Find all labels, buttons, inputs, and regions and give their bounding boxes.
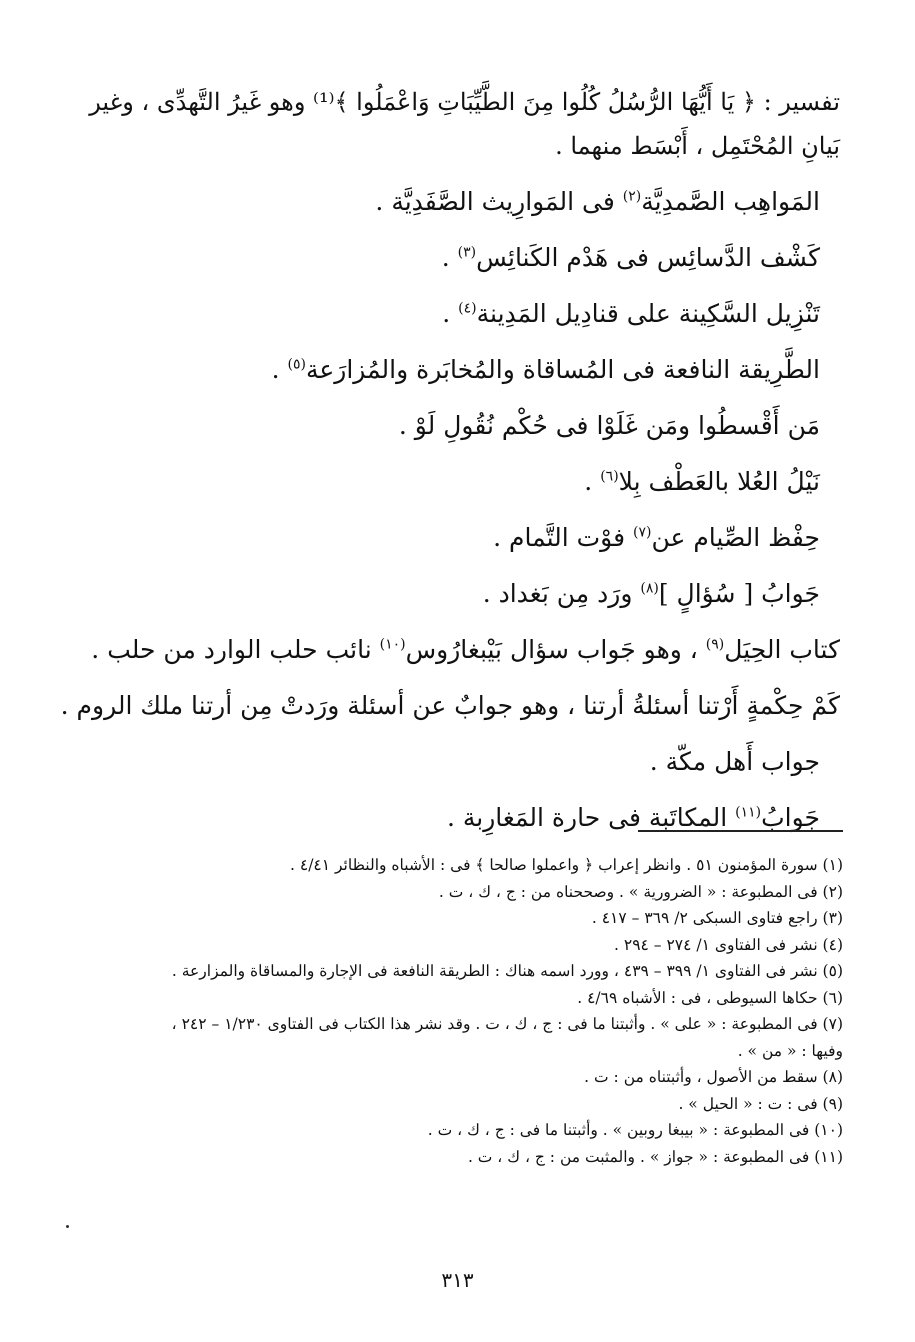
footnote-ref[interactable]: (٦): [600, 468, 619, 485]
intro-line-2: بَيانِ المُحْتَمِل ، أَبْسَط منهما .: [555, 132, 840, 160]
intro-paragraph: [89, 80, 840, 168]
title-item: كتاب الحِيَل$^{(٩)}$ ، وهو جَواب سؤال بَيْبغارُوس$^{(١٠)}$ نائب حلب الوارد من حلب .: [91, 635, 840, 664]
footnote: (٢) فى المطبوعة : « الضرورية » . وصححناه من : ج ، ك ، ت .: [438, 882, 843, 901]
footnote: (٩) فى : ت : « الحيل » .: [678, 1094, 843, 1113]
footnote: (١) سورة المؤمنون ٥١ . وانظر إعراب ﴿ واعملوا صالحا ﴾ فى : الأشباه والنظائر ٤/٤١ .: [290, 856, 843, 874]
title-item: تَنْزِيل السَّكِينة على قنادِيل المَدِينة$^{(٤)}$ .: [442, 299, 820, 328]
footnote-ref[interactable]: (١٠): [379, 636, 406, 653]
titles-list: [60, 174, 840, 846]
title-item: المَواهِب الصَّمدِيَّة$^{(٢)}$ فى المَوارِيث الصَّفَدِيَّة .: [375, 187, 820, 216]
footnote: (٦) حكاها السيوطى ، فى : الأشباه ٤/٦٩ .: [577, 988, 843, 1007]
footnote-ref[interactable]: (١١): [735, 804, 762, 821]
title-item: حِفْظ الصِّيام عن$^{(٧)}$ فوْت التَّمام .: [493, 523, 820, 552]
footnote: (٤) نشر فى الفتاوى ١/ ٢٧٤ – ٢٩٤ .: [614, 935, 843, 954]
footnote-ref[interactable]: (٢): [622, 188, 642, 205]
footnote-ref[interactable]: (٣): [457, 244, 477, 261]
footnote-ref[interactable]: (٧): [632, 524, 652, 541]
footnote-ref[interactable]: (٨): [640, 580, 659, 597]
footnote: (٧) فى المطبوعة : « على » . وأثبتنا ما فى : ج ، ك ، ت . وقد نشر هذا الكتاب فى الفتاوى ١/٢٣٠ – ٢٤٢ ،: [171, 1015, 843, 1033]
footnote-separator: [638, 830, 843, 832]
footnote: (١١) فى المطبوعة : « جواز » . والمثبت من : ج ، ك ، ت .: [467, 1147, 843, 1166]
page-number: ٣١٣: [441, 1268, 474, 1292]
footnote: (٣) راجع فتاوى السبكى ٢/ ٣٦٩ – ٤١٧ .: [591, 909, 843, 927]
footnote-continuation: وفيها : « من » .: [737, 1041, 843, 1060]
footnote-ref[interactable]: (٤): [458, 300, 477, 317]
title-item: نَيْلُ العُلا بالعَطْف بِلا$^{(٦)}$ .: [584, 467, 820, 496]
title-item: جَوابُ [ سُؤالٍ ]$^{(٨)}$ ورَد مِن بَغداد .: [482, 579, 820, 608]
intro-line-1: تفسير : ﴿ يَا أَيُّهَا الرُّسُلُ كُلُوا مِنَ الطَّيِّبَاتِ وَاعْمَلُوا ﴾⁽¹⁾ وهو غَيرُ التَّهدِّى ، وغير: [89, 88, 840, 116]
title-item: مَن أَقْسطُوا ومَن غَلَوْا فى حُكْم نُقُولِ لَوْ .: [398, 411, 820, 440]
title-item: جَوابُ$^{(١١)}$ المكاتَبة فى حارة المَغارِبة .: [446, 803, 820, 832]
footnotes: [73, 852, 843, 1170]
footnote-ref[interactable]: (٩): [705, 636, 725, 653]
footnote-ref[interactable]: (٥): [287, 356, 306, 373]
footnote: (٨) سقط من الأصول ، وأثبتناه من : ت .: [584, 1068, 843, 1086]
title-item: كَمْ حِكْمةٍ أَرْتنا أسئلةُ أرتنا ، وهو جوابٌ عن أسئلة ورَدتْ مِن أرتنا ملك الروم .: [60, 691, 840, 720]
title-item: الطَّرِيقة النافعة فى المُساقاة والمُخابَرة والمُزارَعة$^{(٥)}$ .: [271, 355, 820, 384]
scan-speck: [66, 1225, 69, 1228]
title-item: كَشْف الدَّسائِس فى هَدْم الكَنائِس$^{(٣)}$ .: [441, 243, 820, 272]
footnote: (١٠) فى المطبوعة : « بيبغا روبين » . وأثبتنا ما فى : ج ، ك ، ت .: [427, 1121, 843, 1139]
footnote: (٥) نشر فى الفتاوى ١/ ٣٩٩ – ٤٣٩ ، وورد اسمه هناك : الطريقة النافعة فى الإجارة والمساقاة والمزارعة .: [171, 962, 843, 980]
title-item: جواب أَهل مكّة .: [649, 747, 820, 776]
